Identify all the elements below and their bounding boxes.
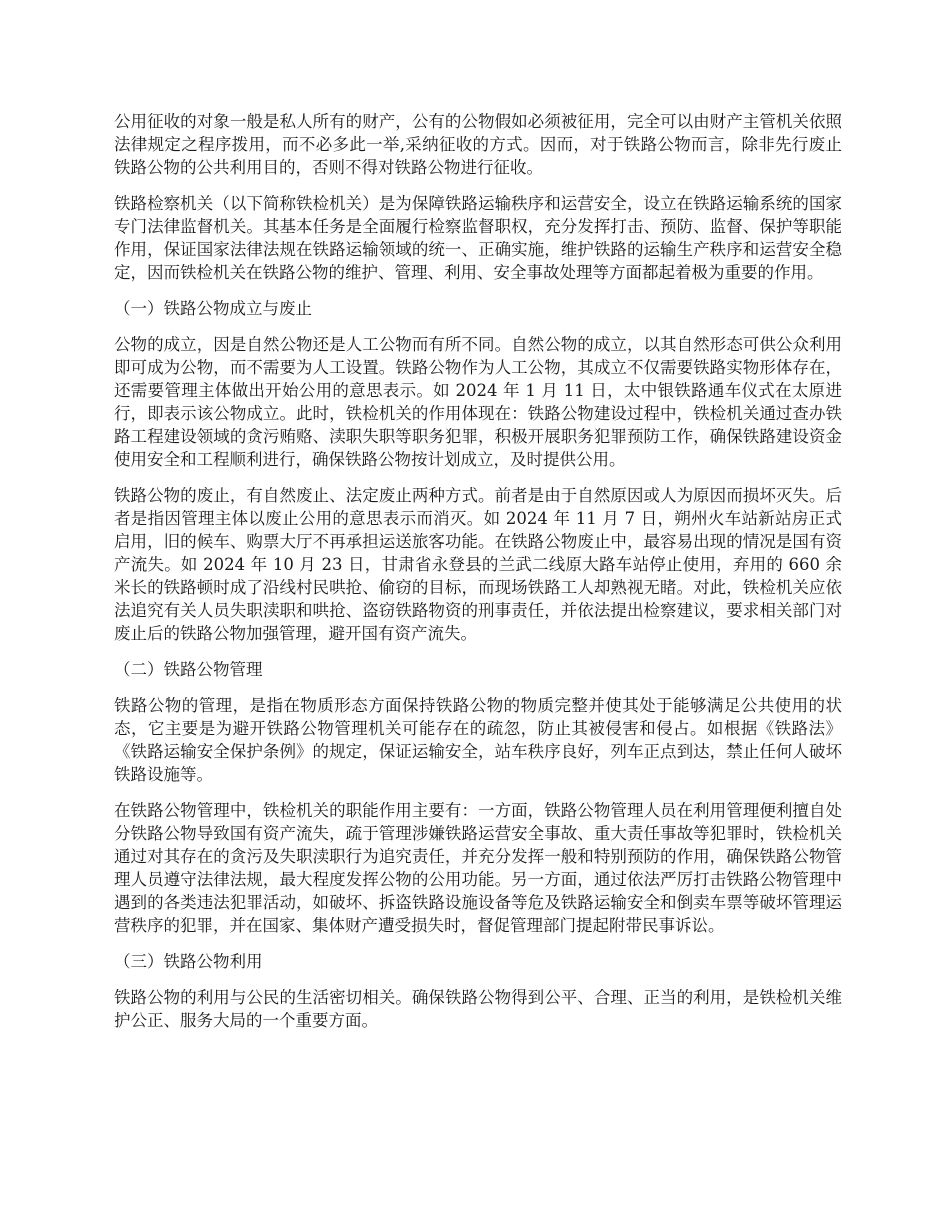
paragraph-establishment: 公物的成立，因是自然公物还是人工公物而有所不同。自然公物的成立，以其自然形态可供公众利用即可成为公物，而不需要为人工设置。铁路公物作为人工公物，其成立不仅需要铁路实物形体存在，还需要管理主体做出开始公用的意思表示。如 2024 年 1 月 11 日，太中银铁路通车仪式在太原进行，即表示该公物成立。此时，铁检机关的作用体现在：铁路公物建设过程中，铁检机关通过查办铁路工程建设领域的贪污贿赂、渎职失职等职务犯罪，积极开展职务犯罪预防工作，确保铁路建设资金使用安全和工程顺利进行，确保铁路公物按计划成立，及时提供公用。 [114, 335, 842, 469]
paragraph-management-definition: 铁路公物的管理，是指在物质形态方面保持铁路公物的物质完整并使其处于能够满足公共使用的状态，它主要是为避开铁路公物管理机关可能存在的疏忽，防止其被侵害和侵占。如根据《铁路法》《铁路运输安全保护条例》的规定，保证运输安全，站车秩序良好，列车正点到达，禁止任何人破坏铁路设施等。 [114, 696, 842, 784]
section-heading-management: （二）铁路公物管理 [114, 660, 263, 679]
section-heading-utilization: （三）铁路公物利用 [114, 952, 263, 971]
paragraph-utilization: 铁路公物的利用与公民的生活密切相关。确保铁路公物得到公平、合理、正当的利用，是铁检机关维护公正、服务大局的一个重要方面。 [114, 988, 842, 1030]
paragraph-abolition: 铁路公物的废止，有自然废止、法定废止两种方式。前者是由于自然原因或人为原因而损坏灭失。后者是指因管理主体以废止公用的意思表示而消灭。如 2024 年 11 月 7 日，朔州火车站新站房正式启用，旧的候车、购票大厅不再承担运送旅客功能。在铁路公物废止中，最容易出现的情况是国有资产流失。如 2024 年 10 月 23 日，甘肃省永登县的兰武二线原大路车站停止使用，弃用的 660 余米长的铁路顿时成了沿线村民哄抢、偷窃的目标，而现场铁路工人却熟视无睹。对此，铁检机关应依法追究有关人员失职渎职和哄抢、盗窃铁路物资的刑事责任，并依法提出检察建议，要求相关部门对废止后的铁路公物加强管理，避开国有资产流失。 [114, 486, 842, 643]
section-heading-establishment-abolition: （一）铁路公物成立与废止 [114, 299, 312, 318]
paragraph-public-expropriation: 公用征收的对象一般是私人所有的财产，公有的公物假如必须被征用，完全可以由财产主管机关依照法律规定之程序拨用，而不必多此一举,采纳征收的方式。因而，对于铁路公物而言，除非先行废止铁路公物的公共利用目的，否则不得对铁路公物进行征收。 [114, 112, 842, 177]
paragraph-management-role: 在铁路公物管理中，铁检机关的职能作用主要有：一方面，铁路公物管理人员在利用管理便利擅自处分铁路公物导致国有资产流失，疏于管理涉嫌铁路运营安全事故、重大责任事故等犯罪时，铁检机关通过对其存在的贪污及失职渎职行为追究责任，并充分发挥一般和特别预防的作用，确保铁路公物管理人员遵守法律法规，最大程度发挥公物的公用功能。另一方面，通过依法严厉打击铁路公物管理中遇到的各类违法犯罪活动，如破坏、拆盗铁路设施设备等危及铁路运输安全和倒卖车票等破坏管理运营秩序的犯罪，并在国家、集体财产遭受损失时，督促管理部门提起附带民事诉讼。 [114, 801, 842, 935]
paragraph-railway-procuratorate: 铁路检察机关（以下简称铁检机关）是为保障铁路运输秩序和运营安全，设立在铁路运输系统的国家专门法律监督机关。其基本任务是全面履行检察监督职权，充分发挥打击、预防、监督、保护等职能作用，保证国家法律法规在铁路运输领域的统一、正确实施，维护铁路的运输生产秩序和运营安全稳定，因而铁检机关在铁路公物的维护、管理、利用、安全事故处理等方面都起着极为重要的作用。 [114, 194, 842, 282]
